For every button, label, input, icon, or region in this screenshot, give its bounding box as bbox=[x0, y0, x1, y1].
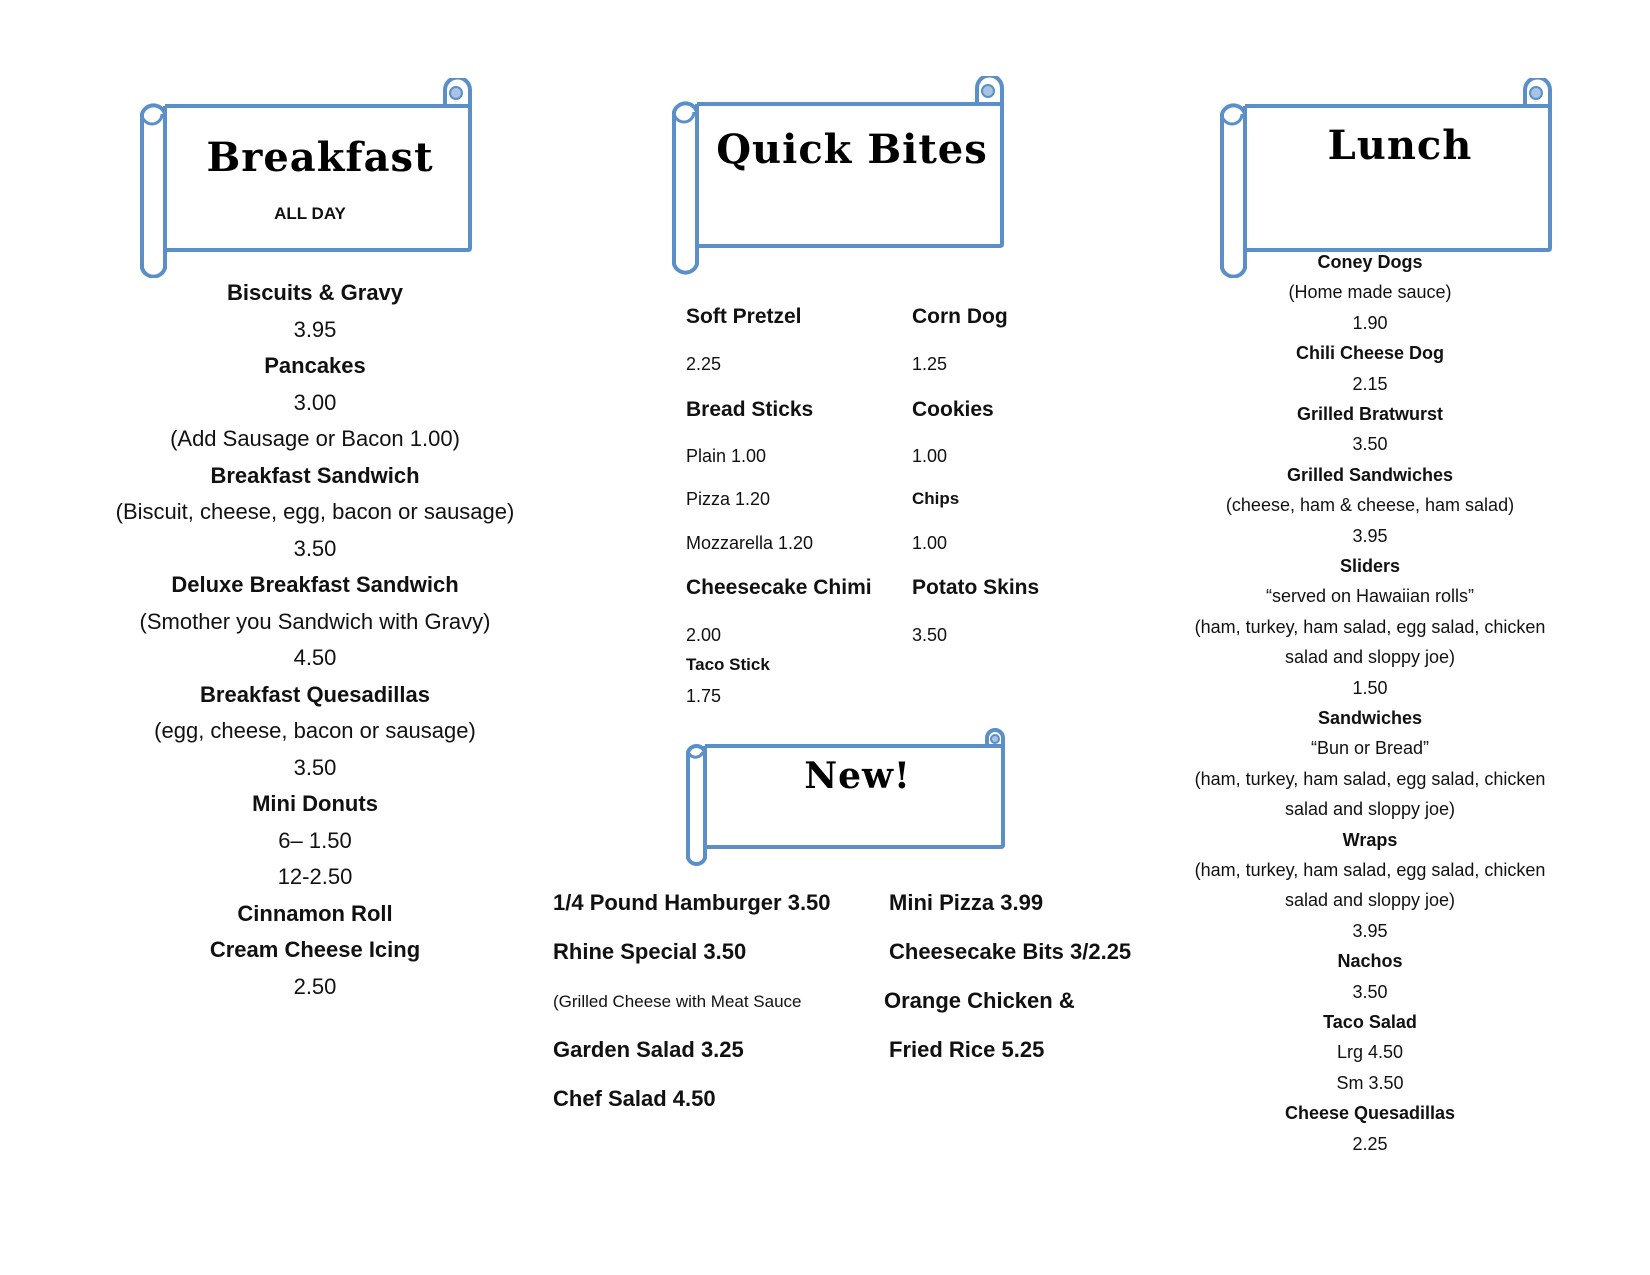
menu-detail: 3.00 bbox=[293, 389, 337, 415]
menu-note: (Grilled Cheese with Meat Sauce bbox=[553, 992, 802, 1011]
new-title: New! bbox=[804, 755, 911, 797]
menu-detail: (Home made sauce) bbox=[1288, 282, 1452, 303]
menu-price: 1.75 bbox=[686, 686, 722, 706]
menu-detail: (Add Sausage or Bacon 1.00) bbox=[170, 426, 460, 451]
menu-item: Sliders bbox=[1339, 556, 1401, 576]
menu-item: Fried Rice 5.25 bbox=[889, 1037, 1045, 1062]
menu-detail: 1.50 bbox=[1352, 677, 1388, 698]
menu-detail: 3.95 bbox=[293, 316, 337, 342]
menu-detail: salad and sloppy joe) bbox=[1284, 799, 1456, 820]
menu-item: Cheesecake Chimi bbox=[686, 576, 872, 599]
menu-detail: 6– 1.50 bbox=[278, 827, 352, 853]
breakfast-title: Breakfast bbox=[206, 134, 434, 181]
menu-detail: (egg, cheese, bacon or sausage) bbox=[154, 718, 476, 743]
menu-detail: 3.50 bbox=[1352, 434, 1388, 455]
quick-bites-banner bbox=[672, 76, 1012, 276]
menu-item: Breakfast Quesadillas bbox=[200, 681, 430, 707]
menu-item: Chili Cheese Dog bbox=[1295, 343, 1445, 364]
menu-item: Cheesecake Bits 3/2.25 bbox=[889, 939, 1132, 964]
menu-detail: 4.50 bbox=[293, 645, 337, 670]
menu-item: Orange Chicken & bbox=[884, 988, 1075, 1013]
menu-item: Garden Salad 3.25 bbox=[553, 1037, 744, 1062]
menu-detail: 3.50 bbox=[293, 535, 337, 561]
menu-item: Bread Sticks bbox=[686, 398, 814, 421]
menu-price: Pizza 1.20 bbox=[686, 489, 771, 509]
menu-detail: 3.50 bbox=[293, 754, 337, 780]
quick-bites-title: Quick Bites bbox=[716, 126, 988, 173]
menu-item: Cream Cheese Icing bbox=[209, 937, 421, 962]
menu-price: 1.25 bbox=[912, 354, 948, 374]
menu-detail: 2.25 bbox=[1352, 1133, 1388, 1154]
menu-item: Deluxe Breakfast Sandwich bbox=[171, 572, 459, 597]
menu-price: 2.25 bbox=[686, 354, 722, 374]
menu-item: Rhine Special 3.50 bbox=[553, 939, 747, 964]
menu-detail: “served on Hawaiian rolls” bbox=[1265, 586, 1475, 607]
menu-item: Coney Dogs bbox=[1317, 252, 1423, 272]
menu-detail: 3.50 bbox=[1352, 981, 1388, 1002]
lunch-title: Lunch bbox=[1327, 122, 1473, 169]
menu-item: Pancakes bbox=[264, 353, 366, 378]
menu-item: Soft Pretzel bbox=[686, 305, 802, 328]
menu-price: 1.00 bbox=[912, 533, 948, 553]
menu-item: Mini Donuts bbox=[252, 791, 378, 816]
menu-detail: 3.95 bbox=[1352, 920, 1388, 941]
menu-price: 3.50 bbox=[912, 625, 948, 645]
menu-detail: 2.15 bbox=[1352, 373, 1388, 394]
menu-item: Wraps bbox=[1342, 829, 1398, 850]
menu-price: 2.00 bbox=[686, 625, 722, 645]
menu-price: Mozzarella 1.20 bbox=[686, 533, 814, 553]
menu-item: Sandwiches bbox=[1317, 708, 1423, 728]
menu-item: Cheese Quesadillas bbox=[1284, 1103, 1456, 1124]
menu-item: Cookies bbox=[912, 398, 994, 421]
new-banner bbox=[685, 728, 1010, 868]
menu-detail: (cheese, ham & cheese, ham salad) bbox=[1225, 495, 1515, 516]
menu-item: Chef Salad 4.50 bbox=[553, 1086, 716, 1111]
menu-price: Plain 1.00 bbox=[686, 446, 767, 466]
menu-item: Chips bbox=[912, 489, 960, 508]
menu-detail: (ham, turkey, ham salad, egg salad, chicken bbox=[1194, 860, 1546, 880]
menu-item: Mini Pizza 3.99 bbox=[889, 890, 1044, 915]
menu-item: Taco Salad bbox=[1323, 1012, 1417, 1032]
scroll-banner-icon bbox=[1220, 78, 1560, 278]
menu-item: Grilled Sandwiches bbox=[1286, 464, 1454, 485]
menu-item: Nachos bbox=[1337, 951, 1403, 972]
menu-price: 1.00 bbox=[912, 446, 948, 466]
scroll-banner-icon bbox=[685, 728, 1010, 868]
menu-detail: salad and sloppy joe) bbox=[1284, 647, 1456, 668]
menu-detail: (Biscuit, cheese, egg, bacon or sausage) bbox=[115, 499, 515, 524]
menu-detail: (Smother you Sandwich with Gravy) bbox=[139, 608, 491, 634]
menu-detail: 12-2.50 bbox=[277, 864, 353, 889]
menu-detail: Sm 3.50 bbox=[1336, 1072, 1404, 1093]
menu-detail: 2.50 bbox=[293, 973, 337, 999]
menu-detail: 1.90 bbox=[1352, 312, 1388, 333]
menu-detail: 3.95 bbox=[1352, 525, 1388, 546]
menu-detail: salad and sloppy joe) bbox=[1284, 890, 1456, 911]
menu-item: Cinnamon Roll bbox=[237, 900, 393, 926]
breakfast-subtitle: ALL DAY bbox=[274, 204, 346, 223]
scroll-banner-icon bbox=[672, 76, 1012, 276]
menu-detail: “Bun or Bread” bbox=[1310, 738, 1430, 759]
breakfast-banner bbox=[140, 78, 480, 278]
menu-detail: (ham, turkey, ham salad, egg salad, chicken bbox=[1194, 616, 1546, 637]
menu-item: Corn Dog bbox=[912, 305, 1008, 328]
menu-item: Grilled Bratwurst bbox=[1296, 404, 1444, 424]
menu-detail: Lrg 4.50 bbox=[1336, 1042, 1404, 1063]
lunch-banner bbox=[1220, 78, 1560, 278]
menu-item: Breakfast Sandwich bbox=[210, 462, 420, 488]
menu-item: Potato Skins bbox=[912, 576, 1040, 599]
menu-item: Biscuits & Gravy bbox=[226, 280, 404, 305]
menu-item: Taco Stick bbox=[686, 655, 770, 674]
menu-detail: (ham, turkey, ham salad, egg salad, chicken bbox=[1194, 768, 1546, 789]
menu-item: 1/4 Pound Hamburger 3.50 bbox=[553, 890, 831, 915]
